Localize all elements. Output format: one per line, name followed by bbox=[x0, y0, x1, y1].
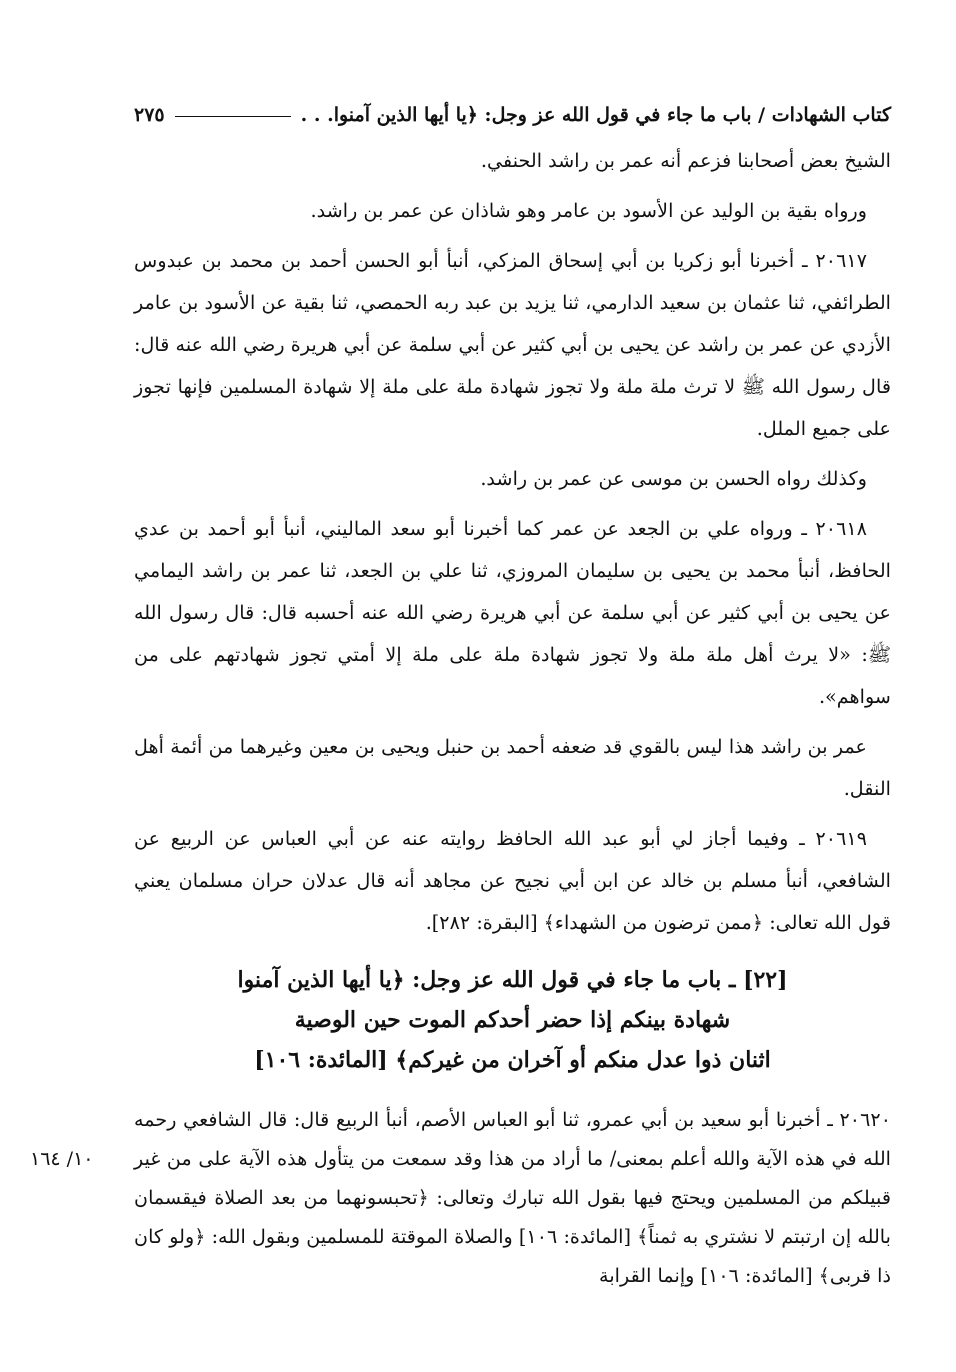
main-text bbox=[134, 140, 891, 952]
paragraph: الشيخ بعض أصحابنا فزعم أنه عمر بن راشد الحنفي. bbox=[480, 149, 891, 172]
header-rule bbox=[175, 116, 291, 117]
hadith-paragraph: ٢٠٦١٧ ـ أخبرنا أبو زكريا بن أبي إسحاق المزكي، أنبأ أبو الحسن أحمد بن محمد بن عبدوس الطرائفي، ثنا عثمان بن سعيد الدارمي، ثنا يزيد بن عبد ربه الحمصي، ثنا بقية عن الأسود بن عامر الأزدي عن عمر بن راشد عن يحيى بن أبي كثير عن أبي سلمة عن أبي هريرة رضي الله عنه قال: قال رسول الله ﷺ لا ترث ملة ملة ولا تجوز شهادة ملة على ملة إلا شهادة المسلمين فإنها تجوز على جميع الملل. bbox=[134, 249, 891, 440]
hadith-paragraph: ٢٠٦١٨ ـ ورواه علي بن الجعد عن عمر كما أخبرنا أبو سعد الماليني، أنبأ أبو أحمد بن عدي الحافظ، أنبأ محمد بن يحيى بن سليمان المروزي، ثنا علي بن الجعد، ثنا عمر بن راشد اليمامي عن يحيى بن أبي كثير عن أبي سلمة عن أبي هريرة رضي الله عنه أحسبه قال: قال رسول الله ﷺ: «لا يرث أهل ملة ملة ولا تجوز شهادة ملة على ملة إلا أمتي تجوز شهادتهم على من سواهم». bbox=[134, 517, 891, 708]
chapter-heading bbox=[134, 960, 891, 1080]
paragraph: ورواه بقية بن الوليد عن الأسود بن عامر وهو شاذان عن عمر بن راشد. bbox=[310, 199, 867, 222]
chapter-heading-line: اثنان ذوا عدل منكم أو آخران من غيركم﴾ [المائدة: ١٠٦] bbox=[254, 1047, 771, 1073]
paragraph: وكذلك رواه الحسن بن موسى عن عمر بن راشد. bbox=[480, 467, 867, 490]
chapter-heading-line: شهادة بينكم إذا حضر أحدكم الموت حين الوصية bbox=[294, 1007, 731, 1033]
hadith-paragraph: ٢٠٦٢٠ ـ أخبرنا أبو سعيد بن أبي عمرو، ثنا أبو العباس الأصم، أنبأ الربيع قال: قال الشافعي رحمه الله في هذه الآية والله أعلم بمعنى/ ما أراد من هذا وقد سمعت من يتأول هذه الآية على من غير قبيلكم من المسلمين ويحتج فيها بقول الله تبارك وتعالى: ﴿تحبسونهما من بعد الصلاة فيقسمان بالله إن ارتبتم لا نشتري به ثمناً﴾ [المائدة: ١٠٦] والصلاة الموقتة للمسلمين وبقول الله: ﴿ولو كان ذا قربى﴾ [المائدة: ١٠٦] وإنما القرابة bbox=[134, 1108, 891, 1287]
running-header bbox=[134, 86, 891, 126]
chapter-heading-line: [٢٢] ـ باب ما جاء في قول الله عز وجل: ﴿يا أيها الذين آمنوا bbox=[237, 967, 788, 993]
page-number: ٢٧٥ bbox=[134, 104, 165, 126]
margin-reference: ١٠/ ١٦٤ bbox=[30, 1148, 94, 1170]
header-title: كتاب الشهادات / باب ما جاء في قول الله عز وجل: ﴿يا أيها الذين آمنوا. . . bbox=[300, 104, 891, 126]
hadith-paragraph: ٢٠٦١٩ ـ وفيما أجاز لي أبو عبد الله الحافظ روايته عنه عن أبي العباس عن الربيع عن الشافعي، أنبأ مسلم بن خالد عن ابن أبي نجيح عن مجاهد أنه قال عدلان حران مسلمان يعني قول الله تعالى: ﴿ممن ترضون من الشهداء﴾ [البقرة: ٢٨٢]. bbox=[134, 827, 891, 934]
paragraph: عمر بن راشد هذا ليس بالقوي قد ضعفه أحمد بن حنبل ويحيى بن معين وغيرهما من أئمة أهل النقل. bbox=[134, 735, 891, 800]
chapter-text bbox=[134, 1100, 891, 1295]
